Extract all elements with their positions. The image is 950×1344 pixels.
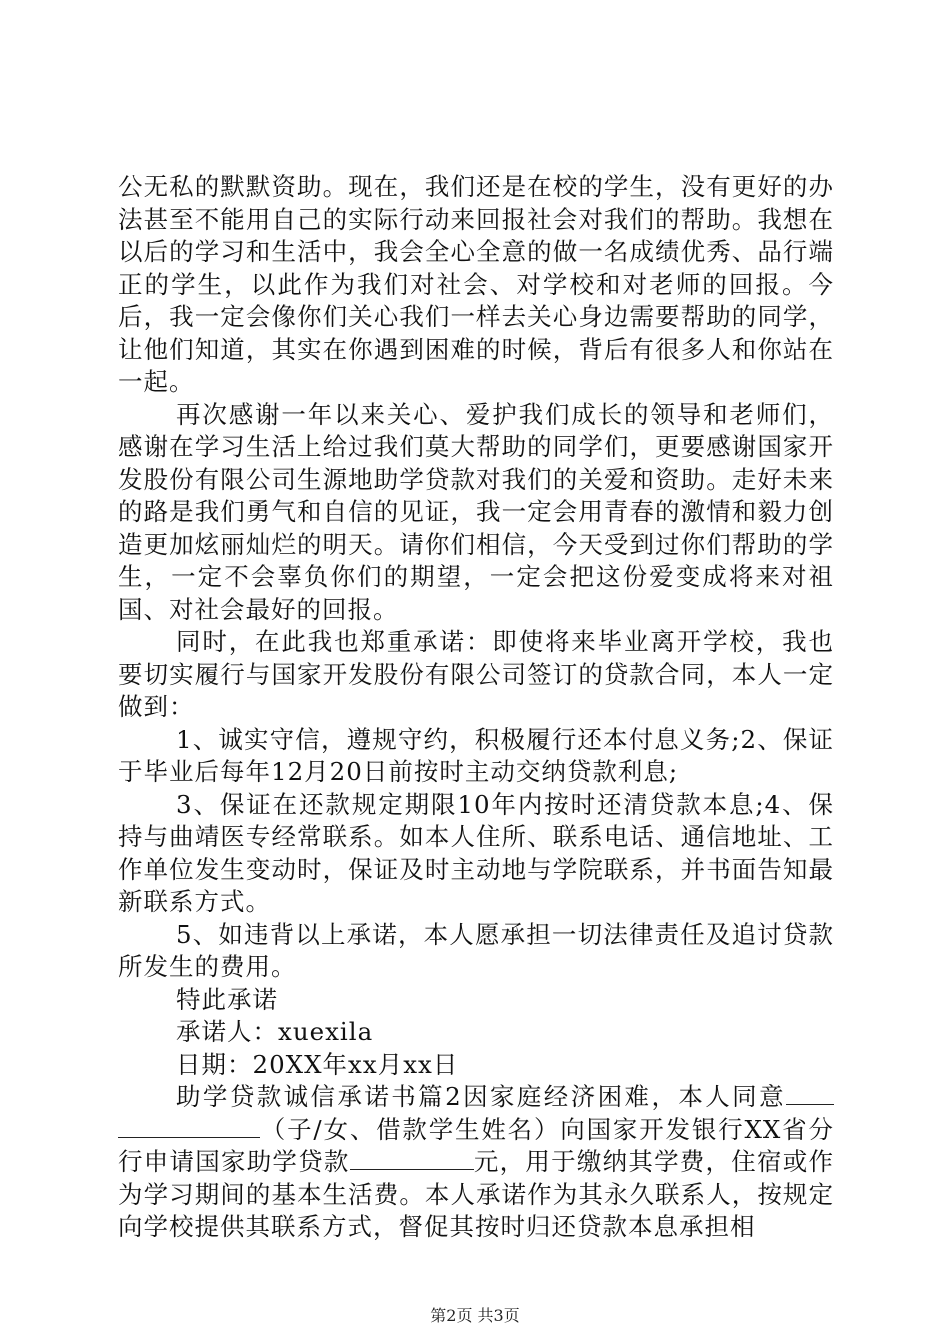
paragraph-thanks-again: 再次感谢一年以来关心、爱护我们成长的领导和老师们，感谢在学习生活上给过我们莫大帮助的同学们，更要感谢国家开发股份有限公司生源地助学贷款对我们的关爱和资助。走好未来的路是我们勇气和自信的见证，我一定会用青春的激情和毅力创造更加炫丽灿烂的明天。请你们相信，今天受到过你们帮助的学生，一定不会辜负你们的期望，一定会把这份爱变成将来对祖国、对社会最好的回报。	[118, 399, 834, 624]
blank-fill-student-name	[118, 1115, 260, 1138]
document-body	[118, 171, 834, 1244]
letter-2-part-b: （子/女、借款学生姓名）向国家开发银行XX省分行申请国家助学贷款	[118, 1114, 834, 1176]
signer-line: 承诺人：xuexila	[176, 1017, 374, 1046]
blank-fill-amount	[350, 1147, 474, 1170]
paragraph-letter-2	[118, 1081, 834, 1244]
page-footer: 第2页 共3页	[430, 1306, 520, 1325]
blank-fill-parent	[786, 1082, 834, 1105]
date-line: 日期：20XX年xx月xx日	[176, 1049, 459, 1079]
letter-2-part-a: 助学贷款诚信承诺书篇2因家庭经济困难，本人同意	[176, 1082, 786, 1111]
closing-statement: 特此承诺	[176, 984, 278, 1014]
letter-2-part-c: 元，用于缴纳其学费，住宿或作为学习期间的基本生活费。本人承诺作为其永久联系人，按规定向学校提供其联系方式，督促其按时归还贷款本息承担相	[118, 1147, 835, 1241]
paragraph-commitment-5: 5、如违背以上承诺，本人愿承担一切法律责任及追讨贷款所发生的费用。	[118, 919, 834, 981]
paragraph-commitment-1-2: 1、诚实守信，遵规守约，积极履行还本付息义务;2、保证于毕业后每年12月20日前按时主动交纳贷款利息;	[118, 724, 834, 786]
paragraph-commitment-intro: 同时，在此我也郑重承诺：即使将来毕业离开学校，我也要切实履行与国家开发股份有限公司签订的贷款合同，本人一定做到：	[118, 627, 834, 721]
paragraph-thanks-support: 公无私的默默资助。现在，我们还是在校的学生，没有更好的办法甚至不能用自己的实际行动来回报社会对我们的帮助。我想在以后的学习和生活中，我会全心全意的做一名成绩优秀、品行端正的学生，以此作为我们对社会、对学校和对老师的回报。今后，我一定会像你们关心我们一样去关心身边需要帮助的同学，让他们知道，其实在你遇到困难的时候，背后有很多人和你站在一起。	[118, 172, 834, 396]
paragraph-commitment-3-4: 3、保证在还款规定期限10年内按时还清贷款本息;4、保持与曲靖医专经常联系。如本人住所、联系电话、通信地址、工作单位发生变动时，保证及时主动地与学院联系，并书面告知最新联系方式。	[118, 789, 834, 916]
